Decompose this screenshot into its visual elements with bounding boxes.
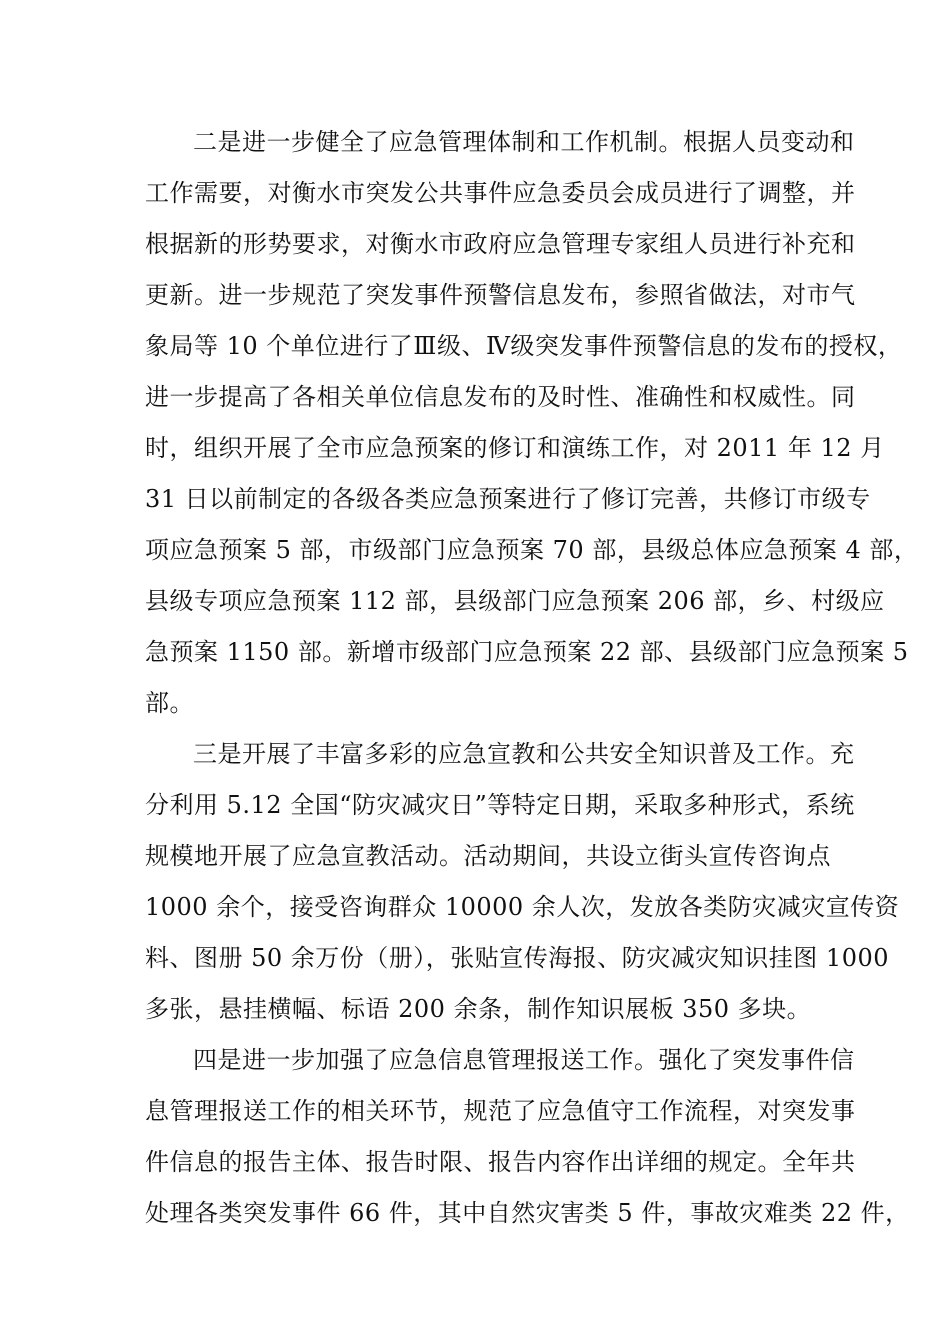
text-line: 息管理报送工作的相关环节，规范了应急值守工作流程，对突发事: [145, 1097, 856, 1125]
text-line: 多张，悬挂横幅、标语 200 余条，制作知识展板 350 多块。: [145, 995, 812, 1023]
text-line: 更新。进一步规范了突发事件预警信息发布，参照省做法，对市气: [145, 281, 856, 309]
text-line: 31 日以前制定的各级各类应急预案进行了修订完善，共修订市级专: [145, 485, 871, 513]
text-line: 件信息的报告主体、报告时限、报告内容作出详细的规定。全年共: [145, 1148, 856, 1176]
text-line: 项应急预案 5 部，市级部门应急预案 70 部，县级总体应急预案 4 部，: [145, 536, 919, 564]
text-line: 三是开展了丰富多彩的应急宣教和公共安全知识普及工作。充: [193, 740, 855, 768]
text-line: 进一步提高了各相关单位信息发布的及时性、准确性和权威性。同: [145, 383, 856, 411]
text-line: 处理各类突发事件 66 件，其中自然灾害类 5 件，事故灾难类 22 件，: [145, 1199, 910, 1227]
text-line: 部。: [145, 689, 194, 717]
paragraph-3-publicity-education: [145, 729, 900, 1035]
text-line: 分利用 5.12 全国“防灾减灾日”等特定日期，采取多种形式，系统: [145, 791, 855, 819]
text-line: 二是进一步健全了应急管理体制和工作机制。根据人员变动和: [193, 128, 855, 156]
text-line: 料、图册 50 余万份（册），张贴宣传海报、防灾减灾知识挂图 1000: [145, 944, 890, 972]
text-line: 根据新的形势要求，对衡水市政府应急管理专家组人员进行补充和: [145, 230, 856, 258]
document-body: [145, 117, 919, 1239]
text-line: 工作需要，对衡水市突发公共事件应急委员会成员进行了调整，并: [145, 179, 856, 207]
text-line: 时，组织开展了全市应急预案的修订和演练工作，对 2011 年 12 月: [145, 434, 885, 462]
text-line: 四是进一步加强了应急信息管理报送工作。强化了突发事件信: [193, 1046, 855, 1074]
text-line: 急预案 1150 部。新增市级部门应急预案 22 部、县级部门应急预案 5: [145, 638, 909, 666]
paragraph-2-emergency-management-system: [145, 117, 919, 729]
paragraph-4-information-reporting: [145, 1035, 910, 1239]
text-line: 县级专项应急预案 112 部，县级部门应急预案 206 部，乡、村级应: [145, 587, 885, 615]
text-line: 1000 余个，接受咨询群众 10000 余人次，发放各类防灾减灾宣传资: [145, 893, 900, 921]
text-line: 象局等 10 个单位进行了Ⅲ级、Ⅳ级突发事件预警信息的发布的授权，: [145, 332, 903, 360]
text-line: 规模地开展了应急宣教活动。活动期间，共设立街头宣传咨询点: [145, 842, 831, 870]
